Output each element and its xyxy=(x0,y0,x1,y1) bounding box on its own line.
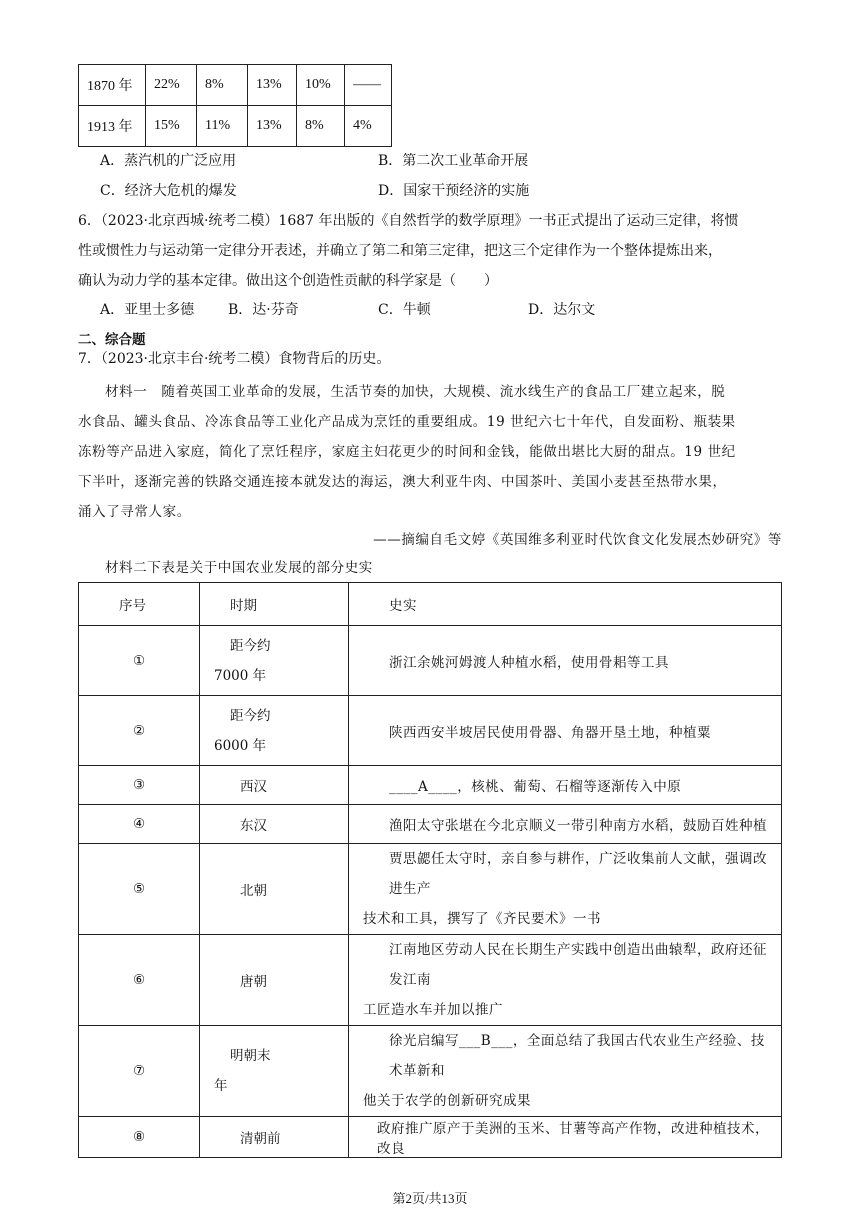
row-fact xyxy=(349,844,782,935)
table-row xyxy=(79,844,782,935)
row-number: ① xyxy=(79,626,200,696)
table-header-row xyxy=(79,583,782,626)
table-row xyxy=(79,805,782,844)
row-number: ② xyxy=(79,696,200,766)
material1-line-2: 水食品、罐头食品、冷冻食品等工业化产品成为烹饪的重要组成。19 世纪六七十年代，自发面粉、瓶装果 xyxy=(78,414,736,430)
material2-intro: 材料二下表是关于中国农业发展的部分史实 xyxy=(105,560,373,576)
q6-option-b: B．达·芬奇 xyxy=(228,302,299,318)
row-period: 唐朝 xyxy=(200,935,349,1026)
header-fact: 史实 xyxy=(349,583,782,626)
period-line: 距今约 xyxy=(230,637,271,654)
period-line: 距今约 xyxy=(230,707,271,724)
agriculture-history-table xyxy=(78,582,782,1158)
q6-line-2: 性或惯性力与运动第一定律分开表述，并确立了第二和第三定律，把这三个定律作为一个整体提炼出来， xyxy=(78,243,722,259)
q5-option-a: A．蒸汽机的广泛应用 xyxy=(100,153,237,169)
material1-line-1: 材料一 随着英国工业革命的发展，生活节奏的加快，大规模、流水线生产的食品工厂建立起来，脱 xyxy=(105,384,726,400)
table-cell: 11% xyxy=(197,106,248,147)
q6-line-1: 6．（2023·北京西城·统考二模）1687 年出版的《自然哲学的数学原理》一书正式提出了运动三定律，将惯 xyxy=(78,213,739,229)
table-cell: 10% xyxy=(297,65,345,106)
q5-option-d: D．国家干预经济的实施 xyxy=(378,183,530,199)
material1-line-5: 涌入了寻常人家。 xyxy=(78,504,191,520)
table-cell: 15% xyxy=(146,106,197,147)
period-line: 7000 年 xyxy=(214,667,267,684)
row-period xyxy=(200,1026,349,1117)
fact-line: 工匠造水车并加以推广 xyxy=(363,1002,503,1018)
row-period xyxy=(200,696,349,766)
header-period: 时期 xyxy=(200,583,349,626)
fact-line: 他关于农学的创新研究成果 xyxy=(363,1093,531,1109)
row-number: ⑤ xyxy=(79,844,200,935)
row-period xyxy=(200,626,349,696)
fact-line: 徐光启编写___B___，全面总结了我国古代农业生产经验、技术革新和 xyxy=(389,1033,765,1079)
row-period: 北朝 xyxy=(200,844,349,935)
material1-line-4: 下半叶，逐渐完善的铁路交通连接本就发达的海运，澳大利亚牛肉、中国茶叶、美国小麦甚至热带水果， xyxy=(78,474,727,490)
q6-option-d: D．达尔文 xyxy=(528,302,596,318)
row-number: ④ xyxy=(79,805,200,844)
row-fact xyxy=(349,1026,782,1117)
row-period: 清朝前 xyxy=(200,1117,349,1158)
industrial-share-table xyxy=(78,64,392,147)
q6-option-c: C．牛顿 xyxy=(378,302,431,318)
period-line: 6000 年 xyxy=(214,737,267,754)
table-cell: 1913 年 xyxy=(79,106,146,147)
table-row xyxy=(79,106,392,147)
table-cell: —— xyxy=(345,65,392,106)
header-no: 序号 xyxy=(79,583,200,626)
row-fact: 渔阳太守张堪在今北京顺义一带引种南方水稻，鼓励百姓种植 xyxy=(349,805,782,844)
material1-line-3: 冻粉等产品进入家庭，简化了烹饪程序，家庭主妇花更少的时间和金钱，能做出堪比大厨的甜点。19 世纪 xyxy=(78,444,736,460)
fact-line: 技术和工具，撰写了《齐民要术》一书 xyxy=(363,911,601,927)
row-fact: 政府推广原产于美洲的玉米、甘薯等高产作物，改进种植技术，改良 xyxy=(349,1117,782,1158)
row-fact: 浙江余姚河姆渡人种植水稻，使用骨耜等工具 xyxy=(349,626,782,696)
row-period: 东汉 xyxy=(200,805,349,844)
section-title: 二、综合题 xyxy=(78,332,146,348)
table-row xyxy=(79,1117,782,1158)
q5-option-c: C．经济大危机的爆发 xyxy=(100,183,237,199)
table-cell: 4% xyxy=(345,106,392,147)
table-row xyxy=(79,1026,782,1117)
q6-line-3: 确认为动力学的基本定律。做出这个创造性贡献的科学家是（ ） xyxy=(78,273,498,289)
table-cell: 13% xyxy=(248,65,297,106)
table-cell: 8% xyxy=(197,65,248,106)
row-fact: ____A____，核桃、葡萄、石榴等逐渐传入中原 xyxy=(349,766,782,805)
table-row xyxy=(79,935,782,1026)
material1-source: ——摘编自毛文婷《英国维多利亚时代饮食文化发展杰妙研究》等 xyxy=(373,532,782,548)
table-row xyxy=(79,766,782,805)
row-number: ⑥ xyxy=(79,935,200,1026)
row-fact xyxy=(349,935,782,1026)
row-number: ③ xyxy=(79,766,200,805)
row-number: ⑦ xyxy=(79,1026,200,1117)
fact-line: 贾思勰任太守时，亲自参与耕作，广泛收集前人文献，强调改进生产 xyxy=(389,851,767,897)
table-row xyxy=(79,65,392,106)
q6-option-a: A．亚里士多德 xyxy=(100,302,195,318)
table-cell: 8% xyxy=(297,106,345,147)
period-line: 明朝末 xyxy=(230,1048,271,1064)
table-cell: 1870 年 xyxy=(79,65,146,106)
table-cell: 22% xyxy=(146,65,197,106)
row-number: ⑧ xyxy=(79,1117,200,1158)
row-fact: 陕西西安半坡居民使用骨器、角器开垦土地，种植粟 xyxy=(349,696,782,766)
row-period: 西汉 xyxy=(200,766,349,805)
table-row xyxy=(79,696,782,766)
table-row xyxy=(79,626,782,696)
table-cell: 13% xyxy=(248,106,297,147)
fact-line: 江南地区劳动人民在长期生产实践中创造出曲辕犁，政府还征发江南 xyxy=(389,942,767,988)
q5-option-b: B．第二次工业革命开展 xyxy=(378,153,529,169)
q7-stem: 7．（2023·北京丰台·统考二模）食物背后的历史。 xyxy=(78,351,391,367)
period-line: 年 xyxy=(214,1078,228,1094)
page-number: 第2页/共13页 xyxy=(392,1191,468,1206)
